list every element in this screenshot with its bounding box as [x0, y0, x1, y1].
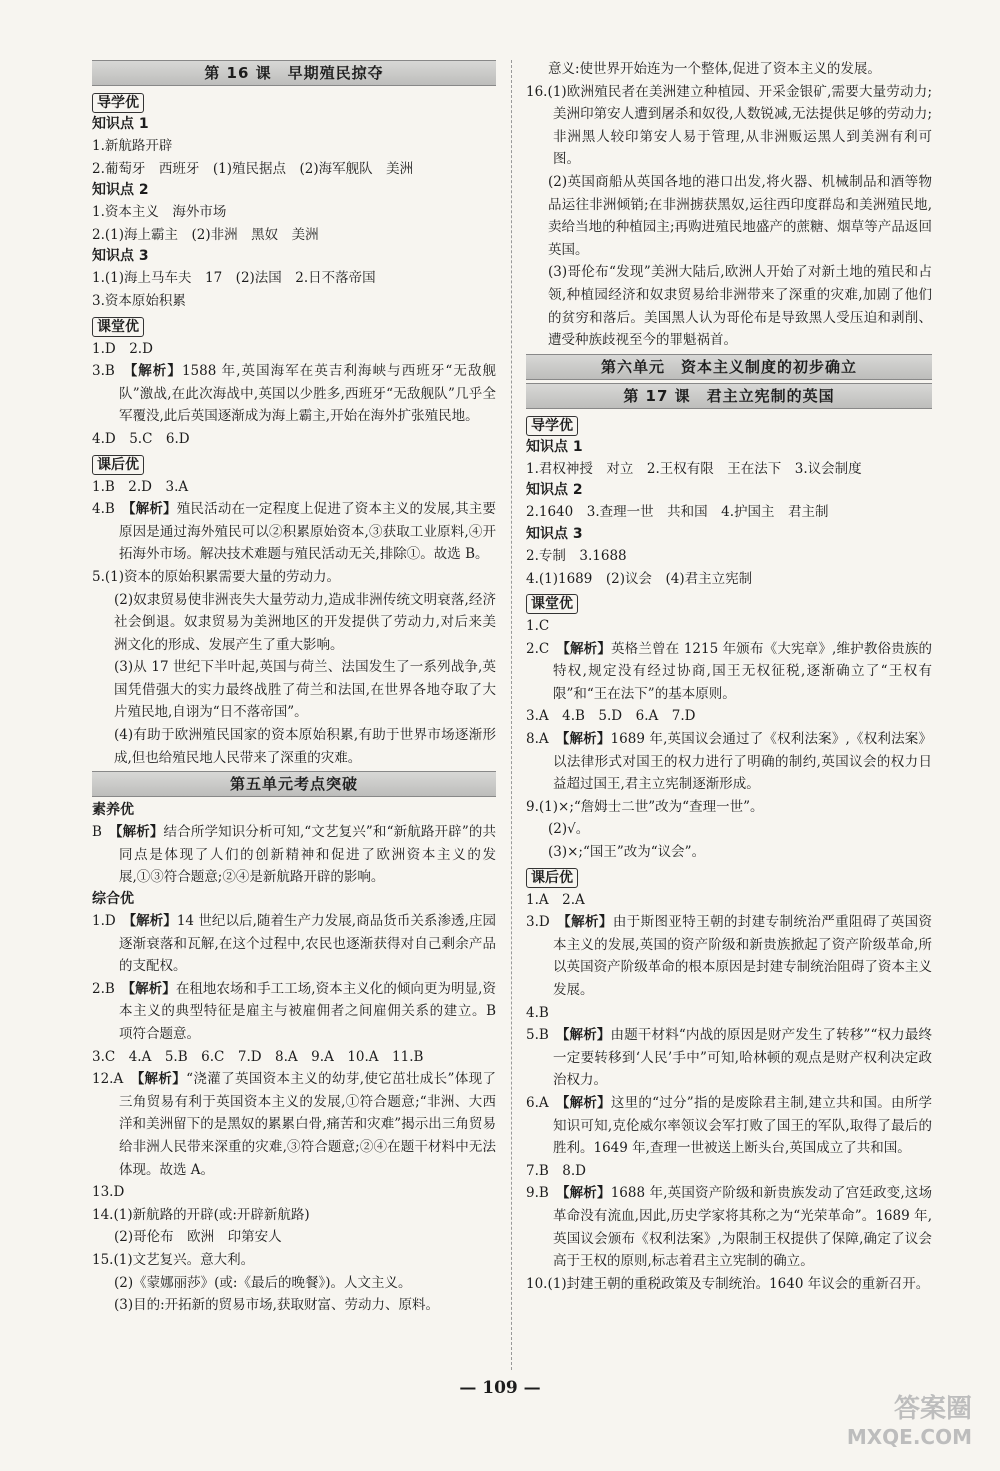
answer-text: 这里的“过分”指的是废除君主制,建立共和国。由所学知识可知,克伦威尔率领议会军打败了国王的军队,取得了最后的胜利。1649 年,查理一世被送上断头台,英国成立了共和国。 — [553, 1094, 932, 1157]
analysis-label: 【解析】 — [137, 1071, 187, 1088]
analysis-label: 【解析】 — [128, 501, 177, 518]
answer-item — [526, 638, 932, 706]
answer-line: 2.1640 3.查理一世 共和国 4.护国主 君主制 — [526, 504, 829, 521]
answer-text: 在租地农场和手工工场,资本主义化的倾向更为明显,资本主义的典型特征是雇主与被雇佣者之间雇佣关系的建立。B 项符合题意。 — [119, 980, 496, 1042]
answer-subitem: (3)×;“国王”改为“议会”。 — [548, 844, 706, 861]
answer-key: 3.B — [92, 363, 131, 380]
section-badge: 课后优 — [526, 868, 578, 888]
answer-line: 2.专制 3.1688 — [526, 547, 627, 564]
answer-subitem: (3)哥伦布“发现”美洲大陆后,欧洲人开始了对新土地的殖民和占领,种植园经济和奴隶贸易给非洲带来了深重的灾难,加剧了他们的贫穷和落后。美国黑人认为哥伦布是导致黑人受压迫和剥削、遭受种族歧视至今的罪魁祸首。 — [548, 264, 932, 349]
answer-text: 14.(1)新航路的开辟(或:开辟新航路) — [92, 1206, 310, 1223]
answer-line: 4.(1)1689 (2)议会 (4)君主立宪制 — [526, 570, 753, 587]
answer-text: 英格兰曾在 1215 年颁布《大宪章》,维护教俗贵族的特权,规定没有经过协商,国王无权征税,逐渐确立了“王权有限”和“王在法下”的基本原则。 — [553, 640, 932, 702]
answer-text: 由于斯图亚特王朝的封建专制统治严重阻碍了英国资本主义的发展,英国的资产阶级和新贵族掀起了资产阶级革命,所以英国资产阶级革命的根本原因是封建专制统治阻碍了资本主义发展。 — [553, 914, 932, 998]
analysis-label: 【解析】 — [562, 1185, 611, 1202]
answer-key: 9.B — [526, 1185, 563, 1202]
answer-item — [526, 1092, 932, 1160]
answer-line: 3.资本原始积累 — [92, 292, 186, 309]
answer-text: 5.(1)资本的原始积累需要大量的劳动力。 — [92, 568, 341, 585]
answer-text: 1588 年,英国海军在英吉利海峡与西班牙“无敌舰队”激战,在此次海战中,英国以少胜多,西班牙“无敌舰队”几乎全军覆没,此后英国逐渐成为海上霸主,开始在海外扩张殖民地。 — [119, 363, 497, 425]
answer-subitem: (2)英国商船从英国各地的港口出发,将火器、机械制品和酒等物品运往非洲倾销;在非洲掳获黑奴,运往西印度群岛和美洲殖民地,卖给当地的种植园主;再购进殖民地盛产的蔗糖、烟草等产品返回英国。 — [548, 173, 932, 258]
answer-text: 由题干材料“内战的原因是财产发生了转移”“权力最终一定要转移到‘人民’手中”可知,哈林顿的观点是财产权利决定政治权力。 — [553, 1027, 932, 1089]
analysis-label: 【解析】 — [130, 363, 182, 380]
knowledge-point-heading: 知识点 2 — [92, 182, 149, 199]
answer-line: 1.君权神授 对立 2.王权有限 王在法下 3.议会制度 — [526, 460, 862, 477]
answer-subitem: (2)√。 — [548, 821, 590, 838]
section-title-bar: 第五单元考点突破 — [92, 771, 496, 797]
answer-item — [526, 728, 932, 796]
analysis-label: 【解析】 — [564, 914, 613, 931]
answer-key: 8.A — [526, 731, 563, 748]
page-number: — 109 — — [459, 1378, 541, 1398]
answer-line: 1.C — [526, 618, 550, 635]
answer-text: 16.(1)欧洲殖民者在美洲建立种植园、开采金银矿,需要大量劳动力;美洲印第安人遭到屠杀和奴役,人数锐减,无法提供足够的劳动力;非洲黑人较印第安人易于管理,从非洲贩运黑人到美洲有利可图。 — [526, 83, 932, 168]
left-column — [92, 58, 496, 1317]
answer-subitem: (2)《蒙娜丽莎》(或:《最后的晚餐》)。人文主义。 — [114, 1274, 412, 1291]
answer-line: 2.葡萄牙 西班牙 (1)殖民据点 (2)海军舰队 美洲 — [92, 160, 414, 177]
answer-item — [526, 1024, 932, 1092]
knowledge-point-heading: 素养优 — [92, 802, 134, 819]
answer-line: 1.D 2.D — [92, 340, 153, 357]
answer-text: 殖民活动在一定程度上促进了资本主义的发展,其主要原因是通过海外殖民可以②积累原始资本,③获取工业原料,④开拓海外市场。解决技术难题与殖民活动无关,排除①。故选 B。 — [119, 501, 496, 563]
answer-key: 2.B — [92, 980, 129, 997]
answer-subitem: (3)目的:开拓新的贸易市场,获取财富、劳动力、原料。 — [114, 1297, 439, 1314]
section-badge: 导学优 — [92, 93, 144, 113]
answer-line: 3.A 4.B 5.D 6.A 7.D — [526, 708, 696, 725]
answer-subitem: (2)哥伦布 欧洲 印第安人 — [114, 1229, 282, 1246]
answer-line: 1.A 2.A — [526, 891, 585, 908]
knowledge-point-heading: 知识点 3 — [92, 248, 149, 265]
answer-line: 1.资本主义 海外市场 — [92, 204, 227, 221]
answer-item — [526, 81, 932, 171]
answer-item — [526, 1182, 932, 1272]
section-title-bar: 第 16 课 早期殖民掠夺 — [92, 60, 496, 86]
answer-item — [92, 978, 496, 1046]
column-divider — [511, 60, 512, 1370]
answer-key: 5.B — [526, 1027, 563, 1044]
answer-text: 14 世纪以后,随着生产力发展,商品货币关系渗透,庄园逐渐衰落和瓦解,在这个过程中,农民也逐渐获得对自己剩余产品的支配权。 — [119, 913, 497, 975]
answer-line: 4.D 5.C 6.D — [92, 430, 190, 447]
answer-text: 15.(1)文艺复兴。意大利。 — [92, 1251, 255, 1268]
section-badge-row — [526, 590, 932, 615]
knowledge-point-heading: 知识点 1 — [92, 116, 149, 132]
answer-item — [92, 498, 496, 566]
answer-text: 1689 年,英国议会通过了《权利法案》,《权利法案》以法律形式对国王的权力进行了明确的制约,英国议会的权力日益超过国王,君主立宪制逐渐形成。 — [553, 731, 932, 793]
answer-item — [92, 1068, 496, 1181]
answer-line: 1.(1)海上马车夫 17 (2)法国 2.日不落帝国 — [92, 270, 376, 287]
answer-item — [92, 1249, 496, 1272]
section-badge-row — [92, 89, 496, 114]
knowledge-point-heading: 知识点 3 — [526, 525, 583, 542]
answer-item — [526, 1273, 932, 1296]
answer-text: 9.(1)×;“詹姆士二世”改为“查理一世”。 — [526, 798, 764, 815]
answer-item — [526, 796, 932, 819]
analysis-label: 【解析】 — [563, 640, 611, 657]
analysis-label: 【解析】 — [128, 980, 176, 997]
analysis-label: 【解析】 — [115, 824, 164, 841]
answer-text: 10.(1)封建王朝的重税政策及专制统治。1640 年议会的重新召开。 — [526, 1275, 930, 1292]
answer-key: B — [92, 824, 116, 841]
answer-key: 2.C — [526, 640, 564, 657]
answer-subitem: (4)有助于欧洲殖民国家的资本原始积累,有助于世界市场逐渐形成,但也给殖民地人民带来了深重的灾难。 — [114, 727, 496, 766]
section-title-bar: 第六单元 资本主义制度的初步确立 — [526, 354, 932, 380]
answer-line: 1.新航路开辟 — [92, 138, 173, 154]
answer-key: 3.D — [526, 914, 564, 931]
knowledge-point-heading: 知识点 2 — [526, 482, 583, 499]
analysis-label: 【解析】 — [562, 1094, 611, 1111]
answer-text: “浇灌了英国资本主义的幼芽,使它茁壮成长”体现了三角贸易有利于英国资本主义的发展,①符合题意;“非洲、大西洋和美洲留下的是黑奴的累累白骨,痛苦和灾难”揭示出三角贸易给非洲人民带来深重的灾难,③符合题意;②④在题干材料中无法体现。故选 A。 — [119, 1071, 496, 1178]
answer-subitem: (2)奴隶贸易使非洲丧失大量劳动力,造成非洲传统文明衰落,经济社会倒退。奴隶贸易为美洲地区的开发提供了劳动力,对后来美洲文化的形成、发展产生了重大影响。 — [114, 591, 496, 653]
section-title-bar: 第 17 课 君主立宪制的英国 — [526, 383, 932, 409]
section-badge-row — [92, 313, 496, 338]
answer-text: 结合所学知识分析可知,“文艺复兴”和“新航路开辟”的共同点是体现了人们的创新精神和促进了欧洲资本主义的发展,①③符合题意;②④是新航路开辟的影响。 — [119, 824, 497, 886]
answer-line: 1.B 2.D 3.A — [92, 478, 189, 495]
answer-text: 1688 年,英国资产阶级和新贵族发动了宫廷政变,这场革命没有流血,因此,历史学家将其称之为“光荣革命”。1689 年,英国议会颁布《权利法案》,为限制王权提供了保障,确定了议会高于王权的原则,标志着君主立宪制的确立。 — [553, 1185, 933, 1270]
answer-key: 12.A — [92, 1071, 138, 1088]
answer-item — [92, 821, 496, 889]
section-badge: 导学优 — [526, 416, 578, 436]
answer-item — [92, 910, 496, 978]
watermark-logo: 答案圈 MXQE.COM — [846, 1394, 972, 1449]
knowledge-point-heading: 知识点 1 — [526, 438, 583, 455]
answer-item — [526, 911, 932, 1001]
section-badge-row — [526, 864, 932, 889]
answer-item — [92, 360, 496, 428]
analysis-label: 【解析】 — [562, 731, 611, 748]
answer-subitem: (3)从 17 世纪下半叶起,英国与荷兰、法国发生了一系列战争,英国凭借强大的实力最终战胜了荷兰和法国,在世界各地夺取了大片殖民地,自诩为“日不落帝国”。 — [114, 659, 496, 721]
analysis-label: 【解析】 — [562, 1027, 611, 1044]
analysis-label: 【解析】 — [129, 913, 177, 930]
answer-line: 3.C 4.A 5.B 6.C 7.D 8.A 9.A 10.A 11.B — [92, 1048, 424, 1065]
answer-key: 4.B — [92, 501, 129, 518]
answer-subitem: 意义:使世界开始连为一个整体,促进了资本主义的发展。 — [548, 61, 881, 77]
answer-line: 2.(1)海上霸主 (2)非洲 黑奴 美洲 — [92, 226, 319, 243]
answer-key: 1.D — [92, 913, 130, 930]
section-badge: 课堂优 — [92, 317, 144, 337]
section-badge-row — [92, 451, 496, 476]
right-column — [526, 58, 932, 1295]
knowledge-point-heading: 综合优 — [92, 891, 134, 908]
answer-line: 7.B 8.D — [526, 1162, 587, 1179]
answer-item — [92, 1204, 496, 1227]
answer-key: 6.A — [526, 1094, 563, 1111]
section-badge-row — [526, 412, 932, 437]
section-badge: 课后优 — [92, 455, 144, 475]
answer-line: 13.D — [92, 1184, 125, 1201]
section-badge: 课堂优 — [526, 594, 578, 614]
answer-item — [92, 566, 496, 589]
answer-line: 4.B — [526, 1004, 549, 1021]
